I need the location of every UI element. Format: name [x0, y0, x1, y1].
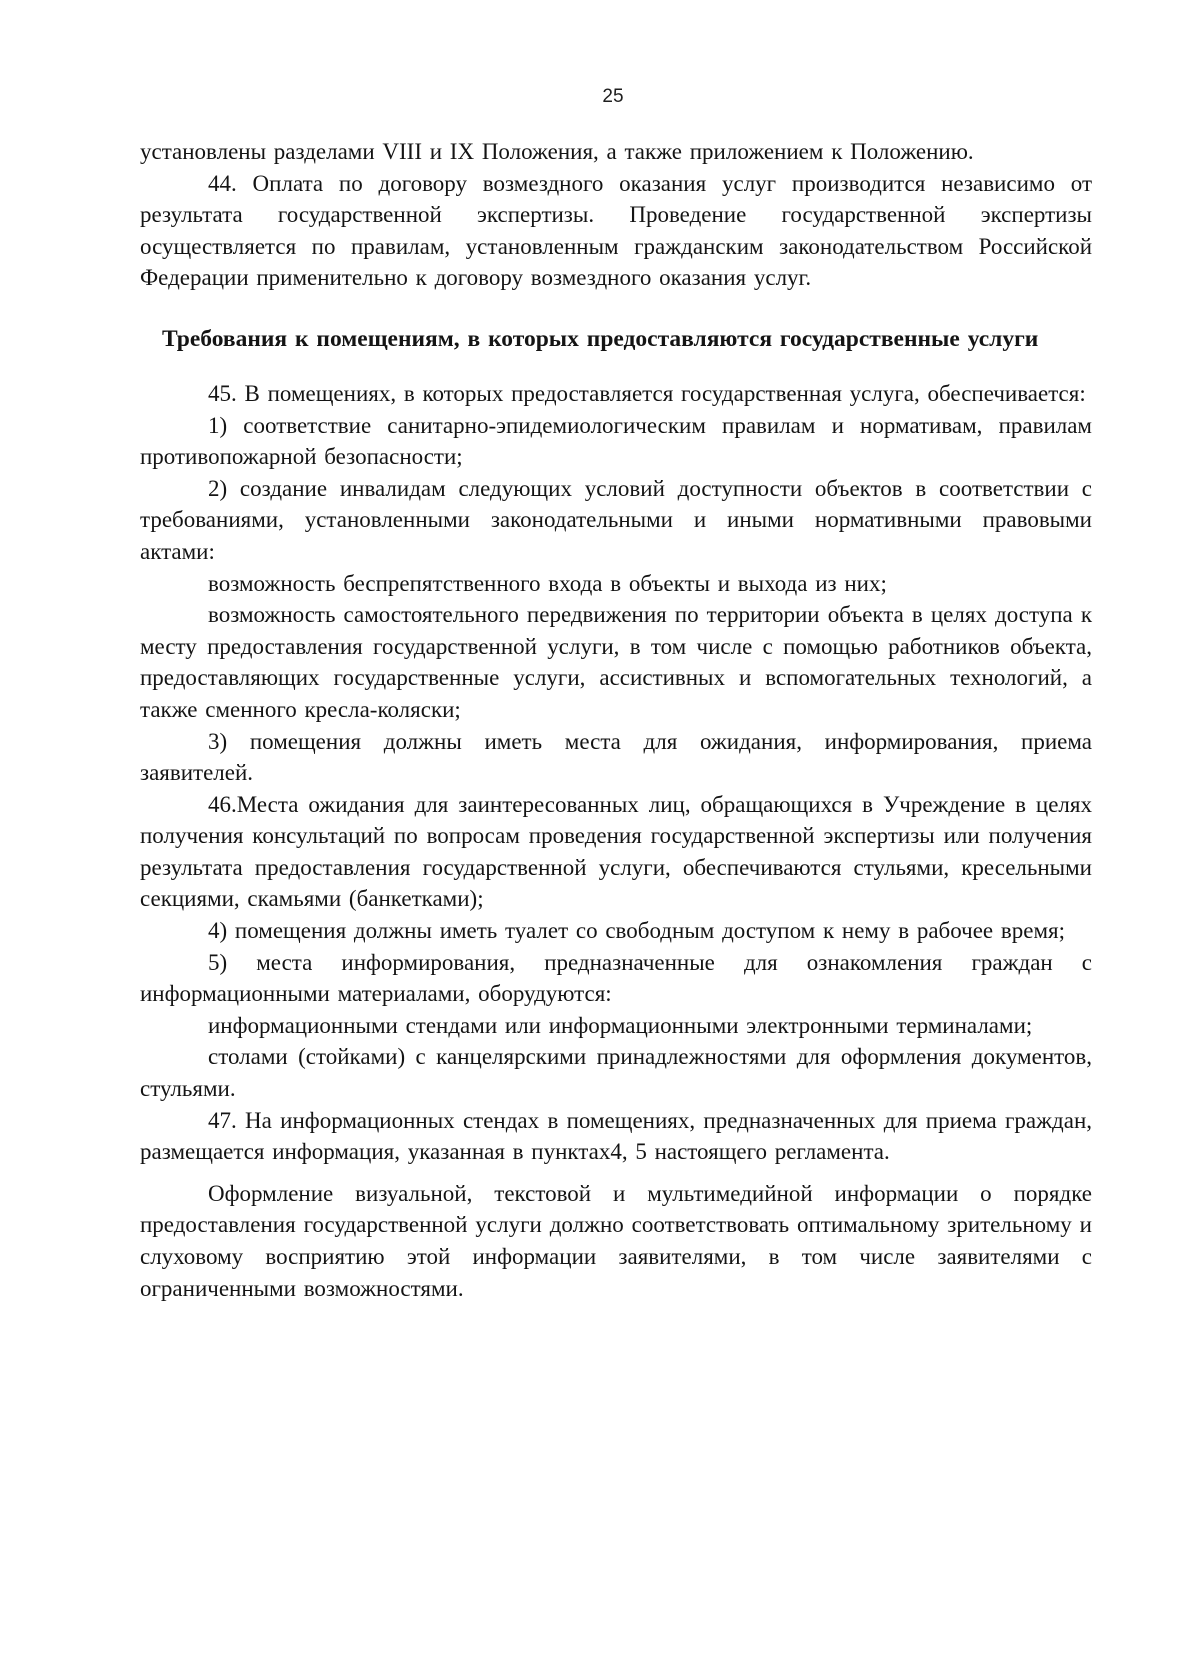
paragraph-subitem-4: 4) помещения должны иметь туалет со свободным доступом к нему в рабочее время; — [208, 918, 1065, 944]
paragraph-design-info: Оформление визуальной, текстовой и мультимедийной информации о порядке предоставления государственной услуги должно соответствовать оптимальному зрительному и слуховому восприятию этой информации заявителями, в том числе заявителями с ограниченными возможностями. — [140, 1180, 1092, 1301]
page-number: 25 — [602, 86, 624, 107]
paragraph-continuation: установлены разделами VIII и IX Положения, а также приложением к Положению. — [140, 139, 974, 164]
paragraph-access-movement: возможность самостоятельного передвижения по территории объекта в целях доступа к месту предоставления государственной услуги, в том числе с помощью работников объекта, предоставляющих государственные услуги, ассистивных и вспомогательных технологий, а также сменного кресла-коляски; — [140, 602, 1092, 722]
paragraph-subitem-5: 5) места информирования, предназначенные для ознакомления граждан с информационными материалами, оборудуются: — [140, 949, 1092, 1007]
paragraph-item-44: 44. Оплата по договору возмездного оказания услуг производится независимо от результата государственной экспертизы. Проведение государственной экспертизы осуществляется по правилам, установленным гражданским законодательством Российской Федерации применительно к договору возмездного оказания услуг. — [140, 170, 1092, 291]
paragraph-subitem-3: 3) помещения должны иметь места для ожидания, информирования, приема заявителей. — [140, 728, 1092, 786]
paragraph-item-45: 45. В помещениях, в которых предоставляется государственная услуга, обеспечивается: — [208, 380, 1086, 406]
paragraph-access-entry: возможность беспрепятственного входа в объекты и выхода из них; — [208, 570, 887, 596]
paragraph-item-46: 46.Места ожидания для заинтересованных лиц, обращающихся в Учреждение в целях получения консультаций по вопросам проведения государственной экспертизы или получения результата предоставления государственной услуги, обеспечиваются стульями, кресельными секциями, скамьями (банкетками); — [140, 791, 1092, 912]
paragraph-subitem-1: 1) соответствие санитарно-эпидемиологическим правилам и нормативам, правилам противопожарной безопасности; — [140, 412, 1092, 470]
section-heading: Требования к помещениям, в которых предоставляются государственные услуги — [162, 325, 1039, 352]
paragraph-info-stands: информационными стендами или информационными электронными терминалами; — [208, 1012, 1033, 1038]
paragraph-subitem-2: 2) создание инвалидам следующих условий доступности объектов в соответствии с требованиями, установленными законодательными и иными нормативными правовыми актами: — [140, 475, 1092, 564]
document-body — [140, 136, 1092, 1304]
paragraph-item-47: 47. На информационных стендах в помещениях, предназначенных для приема граждан, размещается информация, указанная в пунктах4, 5 настоящего регламента. — [140, 1107, 1092, 1165]
paragraph-desks: столами (стойками) с канцелярскими принадлежностями для оформления документов, стульями. — [140, 1044, 1092, 1102]
